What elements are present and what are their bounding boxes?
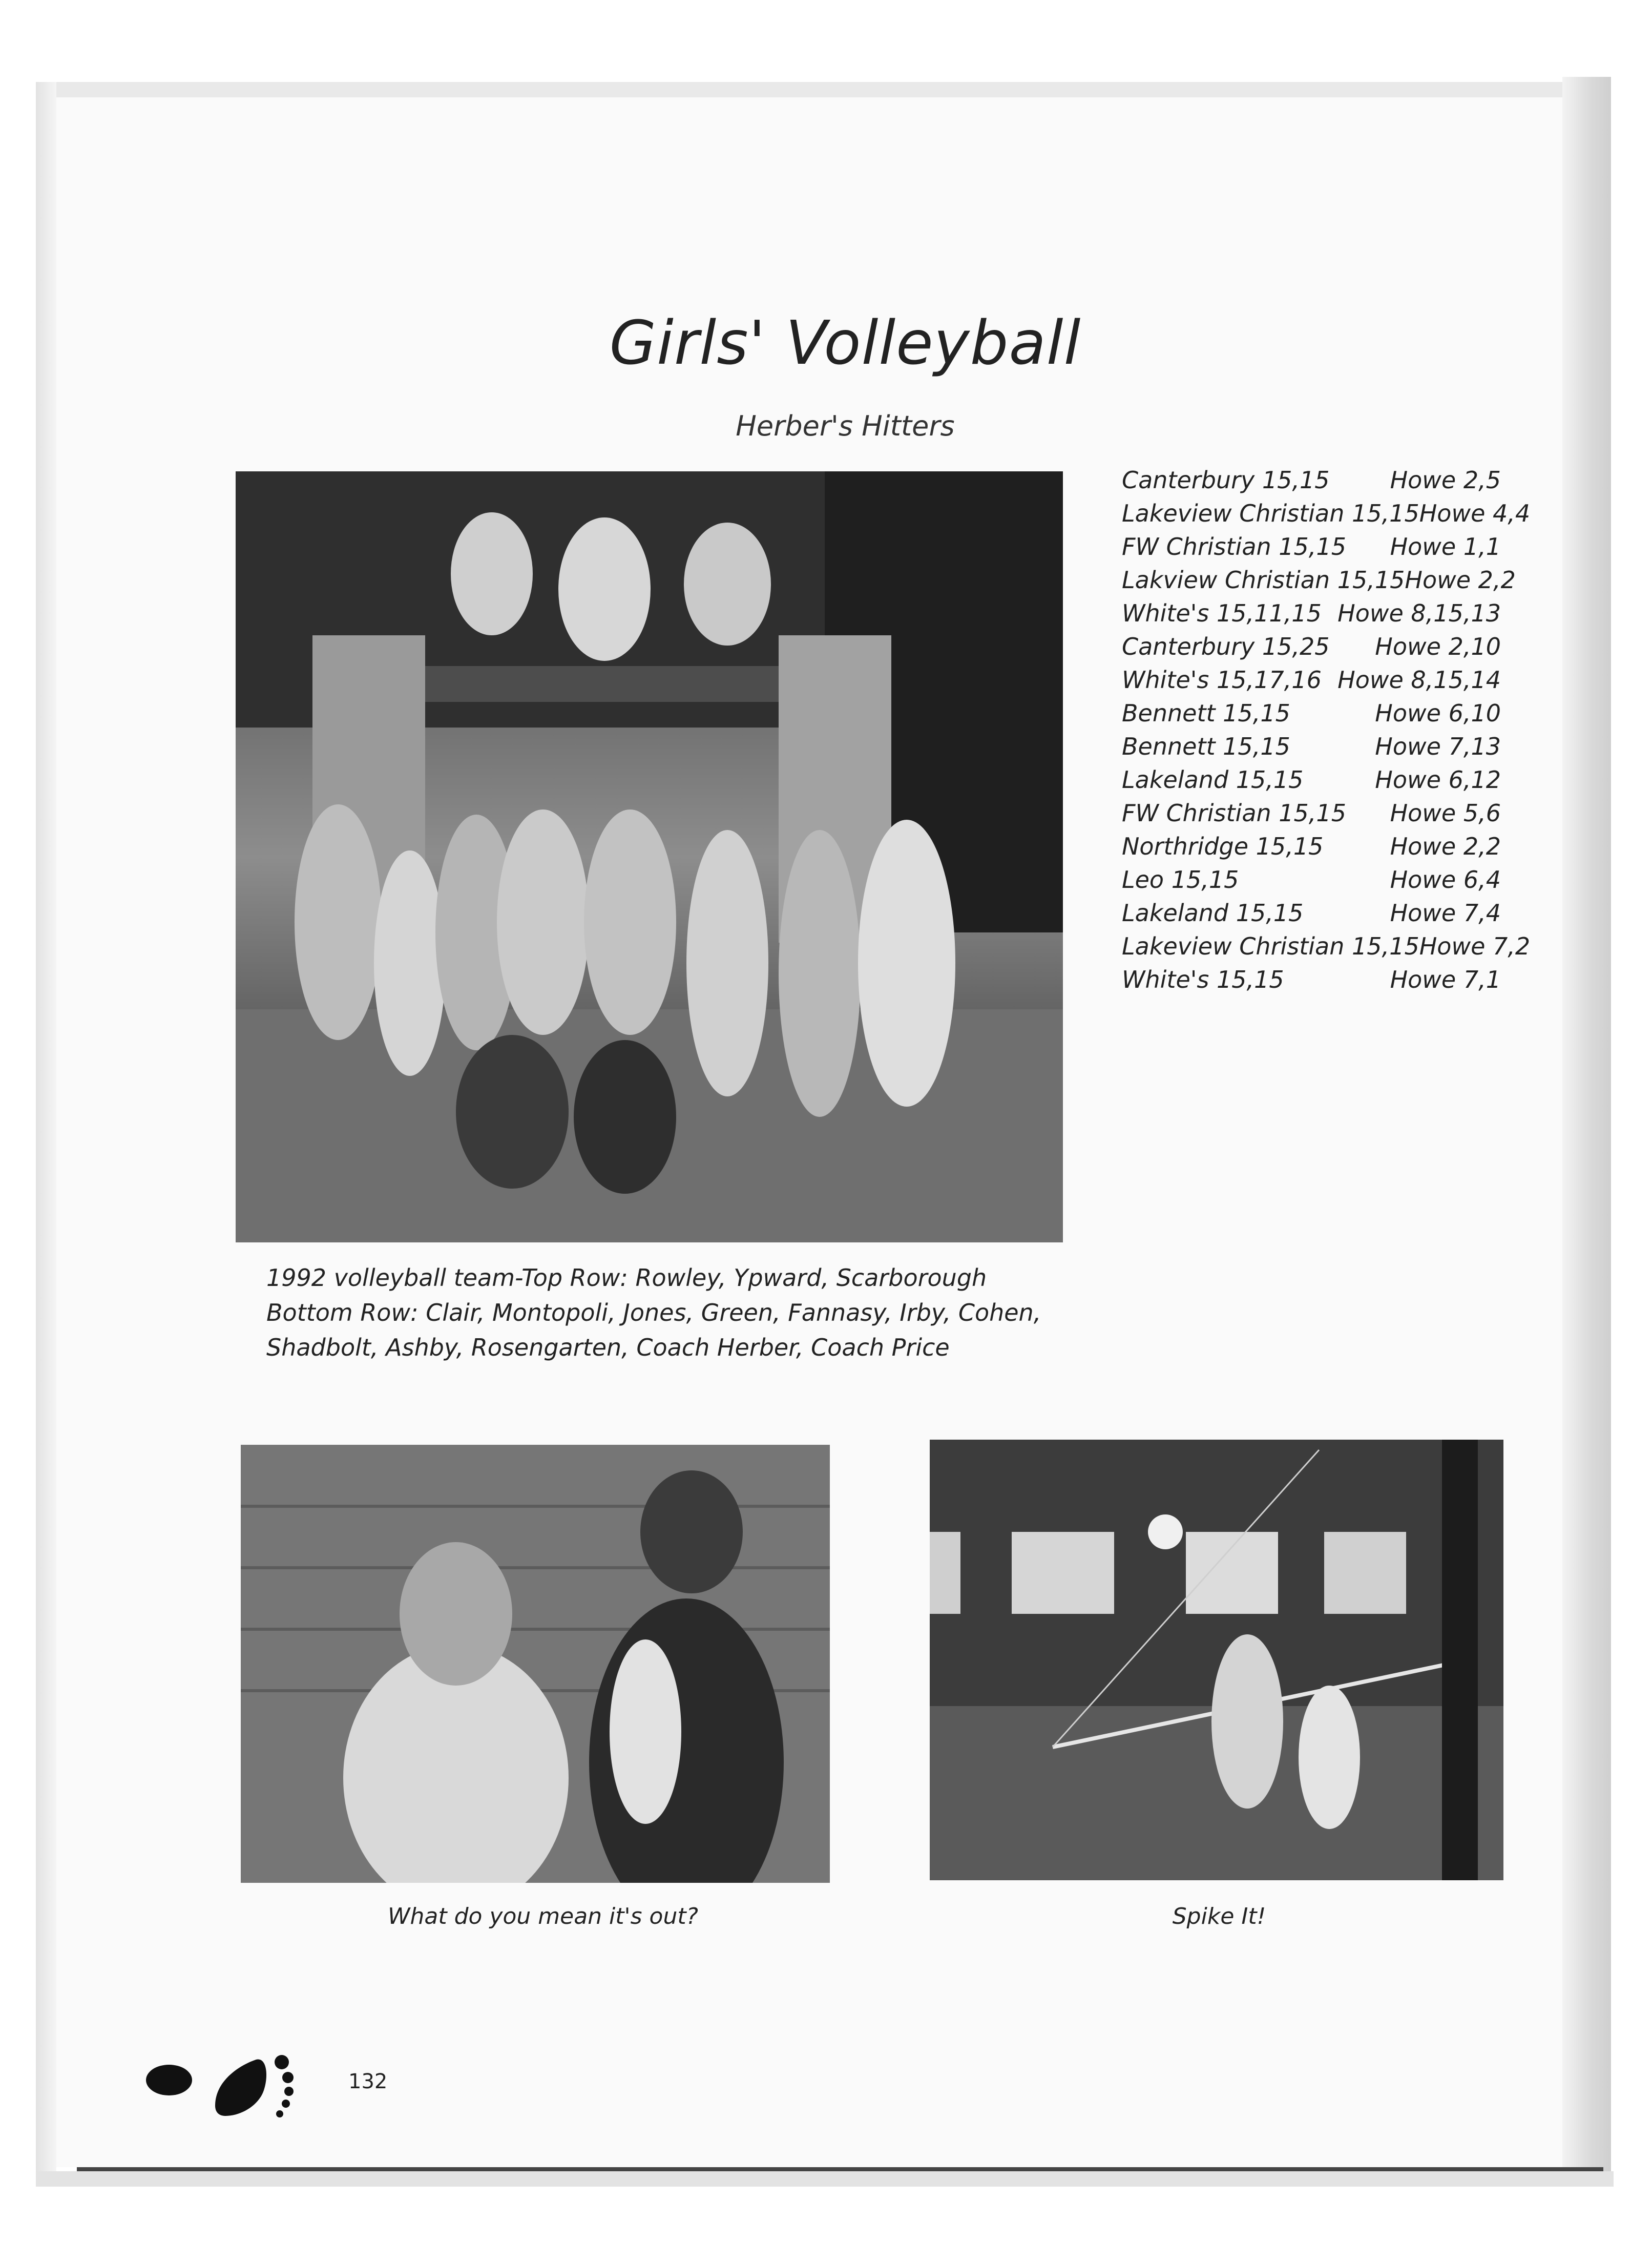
scan-edge-left bbox=[36, 82, 56, 2172]
photo-left-drawing bbox=[241, 1445, 830, 1883]
scan-edge-top bbox=[36, 82, 1603, 97]
howe-score: Howe 1,1 bbox=[1390, 533, 1501, 560]
page-title: Girls' Volleyball bbox=[609, 307, 1081, 378]
howe-score: Howe 6,4 bbox=[1390, 866, 1501, 894]
howe-score: Howe 2,10 bbox=[1375, 633, 1501, 660]
howe-score: Howe 7,4 bbox=[1390, 899, 1501, 927]
result-row bbox=[1122, 897, 1501, 930]
result-row bbox=[1122, 930, 1531, 963]
result-row bbox=[1122, 564, 1516, 597]
footprints-icon bbox=[138, 2044, 323, 2126]
result-row bbox=[1122, 497, 1531, 530]
photo-spike bbox=[930, 1440, 1503, 1880]
opponent-score: Lakview Christian 15,15 bbox=[1122, 566, 1405, 594]
howe-score: Howe 8,15,14 bbox=[1337, 666, 1501, 694]
scan-edge-bottom bbox=[36, 2171, 1614, 2187]
howe-score: Howe 6,10 bbox=[1375, 699, 1501, 727]
photo-players-talking bbox=[241, 1445, 830, 1883]
photo-right-drawing bbox=[930, 1440, 1503, 1880]
opponent-score: Bennett 15,15 bbox=[1122, 733, 1290, 760]
opponent-score: White's 15,11,15 bbox=[1122, 599, 1322, 627]
opponent-score: FW Christian 15,15 bbox=[1122, 533, 1346, 560]
result-row bbox=[1122, 730, 1501, 763]
result-row bbox=[1122, 797, 1501, 830]
result-row bbox=[1122, 630, 1501, 663]
opponent-score: White's 15,17,16 bbox=[1122, 666, 1322, 694]
team-photo-drawing bbox=[236, 471, 1063, 1242]
result-row bbox=[1122, 464, 1501, 497]
opponent-score: Lakeland 15,15 bbox=[1122, 899, 1304, 927]
page-number: 132 bbox=[348, 2070, 388, 2093]
howe-score: Howe 8,15,13 bbox=[1337, 599, 1501, 627]
photo-right-caption: Spike It! bbox=[1172, 1903, 1266, 1929]
team-photo bbox=[236, 471, 1063, 1242]
howe-score: Howe 7,13 bbox=[1375, 733, 1501, 760]
photo-left-caption: What do you mean it's out? bbox=[388, 1903, 698, 1929]
opponent-score: White's 15,15 bbox=[1122, 966, 1284, 993]
opponent-score: Canterbury 15,25 bbox=[1122, 633, 1330, 660]
howe-score: Howe 7,1 bbox=[1390, 966, 1501, 993]
howe-score: Howe 2,2 bbox=[1390, 833, 1501, 860]
result-row bbox=[1122, 963, 1501, 996]
result-row bbox=[1122, 830, 1501, 863]
opponent-score: Bennett 15,15 bbox=[1122, 699, 1290, 727]
season-results bbox=[1122, 464, 1531, 996]
opponent-score: Lakeland 15,15 bbox=[1122, 766, 1304, 794]
result-row bbox=[1122, 663, 1501, 697]
howe-score: Howe 4,4 bbox=[1419, 500, 1531, 527]
result-row bbox=[1122, 697, 1501, 730]
opponent-score: Canterbury 15,15 bbox=[1122, 466, 1330, 494]
opponent-score: Northridge 15,15 bbox=[1122, 833, 1324, 860]
howe-score: Howe 2,5 bbox=[1390, 466, 1501, 494]
opponent-score: FW Christian 15,15 bbox=[1122, 799, 1346, 827]
scan-edge-right bbox=[1562, 77, 1611, 2177]
result-row bbox=[1122, 863, 1501, 897]
opponent-score: Leo 15,15 bbox=[1122, 866, 1239, 894]
result-row bbox=[1122, 597, 1501, 630]
howe-score: Howe 2,2 bbox=[1405, 566, 1516, 594]
result-row bbox=[1122, 763, 1501, 797]
result-row bbox=[1122, 530, 1501, 564]
team-photo-caption: 1992 volleyball team-Top Row: Rowley, Ypward, Scarborough Bottom Row: Clair, Montopoli, Jones, Green, Fannasy, Irby, Cohen, Shadbolt, Ashby, Rosengarten, Coach Herber, Coach Price bbox=[266, 1264, 1041, 1361]
page-subtitle: Herber's Hitters bbox=[736, 410, 955, 442]
howe-score: Howe 5,6 bbox=[1390, 799, 1501, 827]
howe-score: Howe 7,2 bbox=[1419, 932, 1531, 960]
howe-score: Howe 6,12 bbox=[1375, 766, 1501, 794]
opponent-score: Lakeview Christian 15,15 bbox=[1122, 932, 1419, 960]
opponent-score: Lakeview Christian 15,15 bbox=[1122, 500, 1419, 527]
bottom-rule bbox=[77, 2167, 1603, 2171]
